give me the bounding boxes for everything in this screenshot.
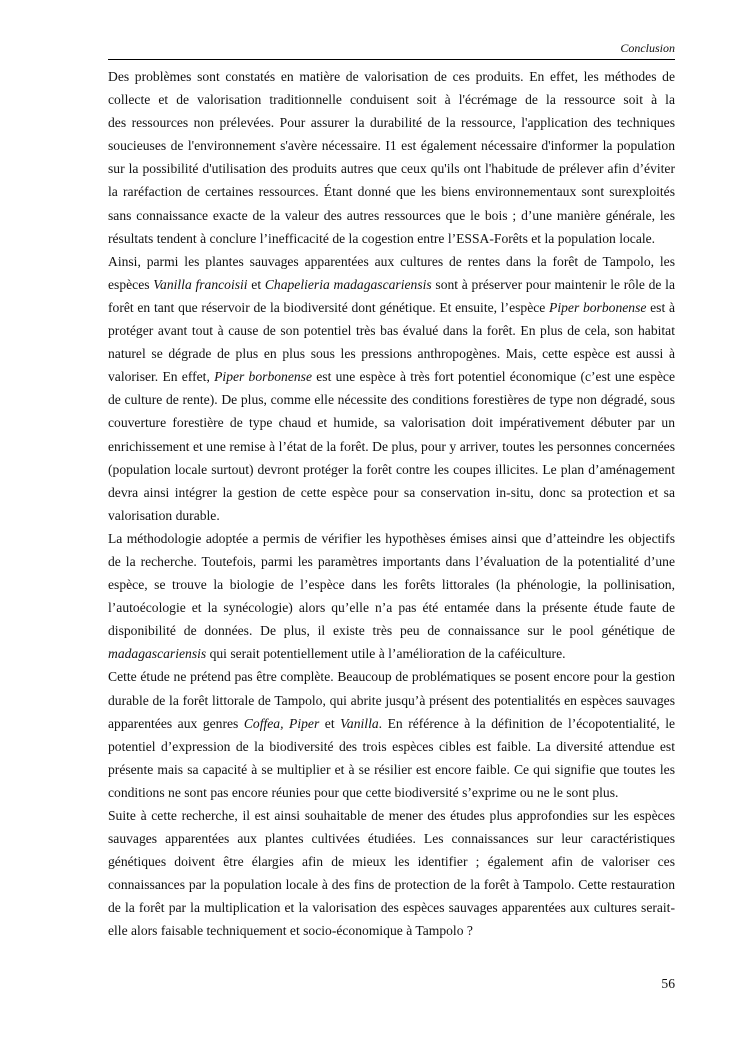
text-line (108, 596, 675, 619)
text-run: collecte et de valorisation traditionnelle conduisent soit à l'écrémage de la ressource soit à la (108, 92, 675, 108)
page-number: 56 (661, 976, 675, 991)
paragraph (108, 527, 675, 666)
text-line (108, 458, 675, 481)
text-line (108, 873, 675, 896)
text-line (108, 919, 675, 942)
text-run: qui serait potentiellement utile à l’amélioration de la caféiculture. (206, 646, 566, 662)
text-line (108, 111, 675, 134)
text-run: devra ainsi intégrer la gestion de cette espèce pour sa conservation in-situ, donc sa protection et sa (108, 484, 675, 500)
text-line (108, 781, 675, 804)
text-run: elle alors faisable techniquement et socio-économique à Tampolo ? (108, 923, 473, 939)
text-run: valorisation durable. (108, 507, 220, 523)
paragraph (108, 804, 675, 943)
text-run: de la forêt par la multiplication et la valorisation des espèces sauvages apparentées aux cultures serait- (108, 900, 675, 916)
text-run: . En référence à la définition de l’écopotentialité, le (378, 715, 675, 731)
text-run: disponibilité de données. De plus, il existe très peu de connaissance sur le pool génétique de (108, 623, 675, 639)
paragraph (108, 665, 675, 804)
text-line (108, 619, 675, 642)
text-run: espèce, se trouve la biologie de l’espèce dans les forêts littorales (la phénologie, la pollinisation, (108, 577, 675, 593)
text-run: sont à préserver pour maintenir le rôle de la (431, 276, 675, 292)
text-run: sauvages apparentées aux plantes cultivées étudiées. Les connaissances sur leur caractéristiques (108, 831, 675, 847)
text-run: est une espèce à très fort potentiel économique (c’est une espèce (312, 369, 675, 385)
text-run: Cette étude ne prétend pas être complète. Beaucoup de problématiques se posent encore pour la gestion (108, 669, 675, 685)
text-line (108, 180, 675, 203)
text-run: La méthodologie adoptée a permis de vérifier les hypothèses émises ainsi que d’atteindre les objectifs (108, 530, 675, 546)
text-run: des ressources non prélevées. Pour assurer la durabilité de la ressource, l'application des techniques (108, 115, 675, 131)
text-line (108, 504, 675, 527)
text-run: potentiel d’expression de la biodiversité des trois espèces cibles est faible. La diversité attendue est (108, 738, 675, 754)
text-run: (population locale surtout) devront protéger la forêt contre les coupes illicites. Le plan d’aménagement (108, 461, 675, 477)
text-line (108, 227, 675, 250)
text-line (108, 88, 675, 111)
text-run: de la recherche. Toutefois, parmi les paramètres importants dans l’évaluation de la potentialité d’une (108, 553, 675, 569)
text-line (108, 388, 675, 411)
text-line (108, 642, 675, 665)
text-run: connaissances par la population locale à des fins de protection de la forêt à Tampolo. Cette restauration (108, 877, 675, 893)
text-line (108, 65, 675, 88)
text-run: protéger avant tout à cause de son potentiel très bas évalué dans la forêt. En plus de cela, son habitat (108, 323, 675, 339)
text-run: naturel se dégrade de plus en plus sous les pressions anthropogènes. Mais, cette espèce est aussi à (108, 346, 675, 362)
italic-species-name: Vanilla francoisii (153, 276, 248, 292)
text-run: génétiques doivent être élargies afin de mieux les identifier ; également afin de valoriser ces (108, 854, 675, 870)
text-run: Suite à cette recherche, il est ainsi souhaitable de mener des études plus approfondies sur les espèces (108, 808, 675, 823)
text-run: et (247, 276, 265, 292)
text-run: conditions ne sont pas encore réunies pour que cette biodiversité s’exprime ou ne le sont plus. (108, 784, 619, 800)
italic-species-name: Vanilla (340, 715, 379, 731)
italic-species-name: Coffea, Piper (243, 715, 320, 731)
text-line (108, 204, 675, 227)
text-run: sur la possibilité d'utilisation des produits autres que ceux qu'ils ont l'habitude de prélever afin d’éviter (108, 161, 675, 177)
text-line (108, 250, 675, 273)
text-line (108, 550, 675, 573)
text-run: présente mais sa capacité à se multiplier et à se résilier est encore faible. Ce qui signifie que toutes les (108, 761, 675, 777)
text-line (108, 365, 675, 388)
text-run: la raréfaction de certaines ressources. Étant donné que les biens environnementaux sont surexploités (108, 184, 675, 200)
text-line (108, 481, 675, 504)
text-line (108, 689, 675, 712)
text-run: enrichissement et une remise à l’état de la forêt. De plus, pour y arriver, toutes les personnes concernées (108, 438, 675, 454)
text-line (108, 319, 675, 342)
text-run: couverture forestière de type chaud et humide, sa valorisation doit impérativement débuter par un (108, 415, 675, 431)
text-line (108, 411, 675, 434)
text-run: valoriser. En effet, (108, 369, 215, 385)
text-run: résultats tendent à conclure l’inefficacité de la cogestion entre l’ESSA-Forêts et la population locale. (108, 230, 656, 246)
text-run: Ainsi, parmi les plantes sauvages apparentées aux cultures de rentes dans la forêt de Tampolo, les (108, 253, 675, 269)
text-run: sans connaissance exacte de la valeur des autres ressources que le bois ; d’une manière générale, les (108, 207, 675, 223)
header-rule (108, 59, 675, 60)
paragraph (108, 250, 675, 527)
text-line (108, 712, 675, 735)
text-line (108, 527, 675, 550)
text-line (108, 296, 675, 319)
italic-species-name: Piper borbonense (549, 299, 647, 315)
text-run: apparentées aux genres (108, 715, 244, 731)
text-line (108, 758, 675, 781)
italic-species-name: Piper borbonense (214, 369, 312, 385)
text-line (108, 896, 675, 919)
text-line (108, 850, 675, 873)
italic-species-name: Chapelieria madagascariensis (264, 276, 432, 292)
paragraph (108, 65, 675, 250)
text-line (108, 827, 675, 850)
text-line (108, 804, 675, 827)
text-line (108, 342, 675, 365)
text-run: espèces (108, 276, 154, 292)
text-line (108, 735, 675, 758)
italic-species-name: madagascariensis (108, 646, 207, 662)
running-header: Conclusion (620, 41, 675, 55)
text-run: et (319, 715, 341, 731)
text-run: de culture de rente). De plus, comme elle nécessite des conditions forestières de type non dégradé, sous (108, 392, 675, 408)
text-run: durable de la forêt littorale de Tampolo, qui abrite jusqu’à présent des potentialités en espèces sauvages (108, 692, 675, 708)
text-line (108, 435, 675, 458)
text-run: Des problèmes sont constatés en matière de valorisation de ces produits. En effet, les méthodes de (108, 69, 675, 84)
text-line (108, 665, 675, 688)
text-line (108, 134, 675, 157)
text-line (108, 157, 675, 180)
document-body (108, 65, 675, 943)
text-line (108, 273, 675, 296)
text-run: forêt en tant que réservoir de la biodiversité dont génétique. Et ensuite, l’espèce (108, 299, 550, 315)
text-run: soucieuses de l'environnement s'avère nécessaire. I1 est également nécessaire d'informer la population (108, 138, 675, 154)
text-run: l’autoécologie et la synécologie) alors qu’elle n’a pas été entamée dans la présente étude faute de (108, 600, 675, 616)
text-line (108, 573, 675, 596)
text-run: est à (646, 299, 675, 315)
